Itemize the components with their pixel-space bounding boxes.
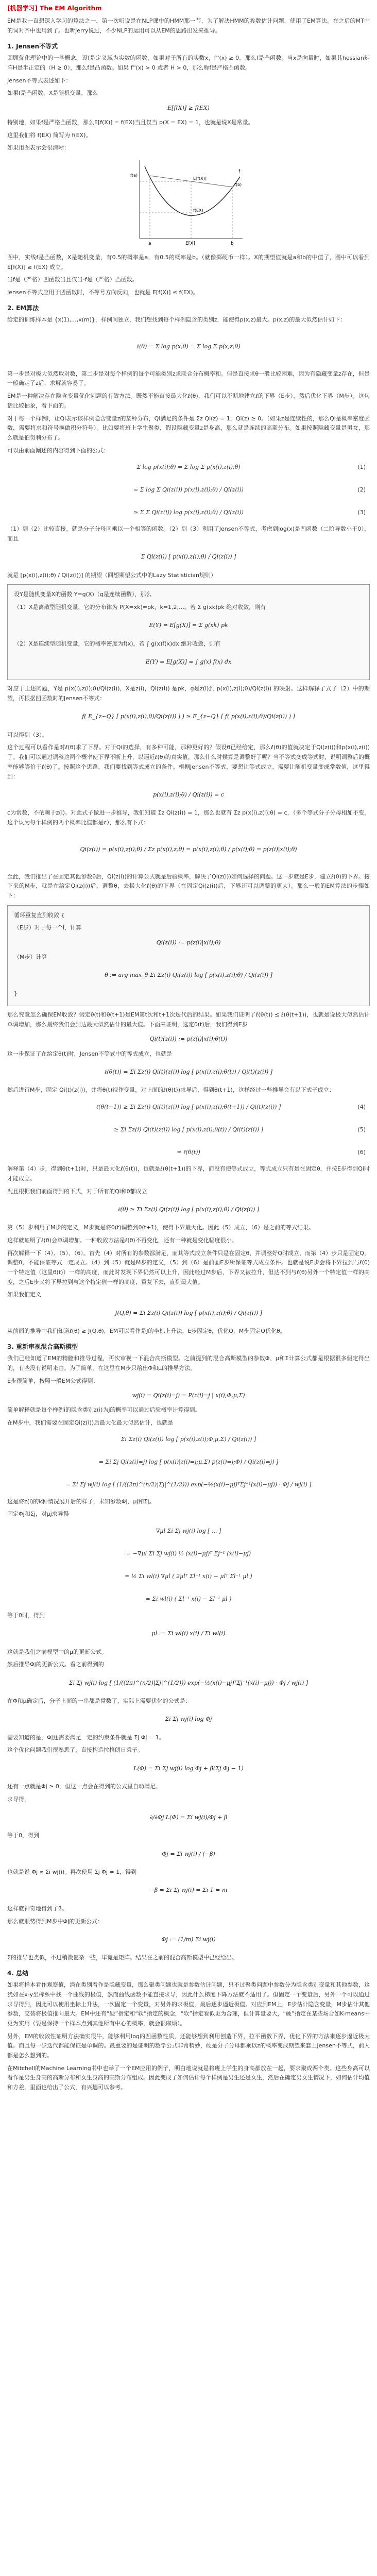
mixture-paragraph: 我们已经知道了EM的精髓和推导过程，再次审视一下混合高斯模型。之前提到的混合高斯模型的参数Φ、μ和Σ计算公式都是根据很多假定得出的，有些没有说明来由。为了简单，在这里在M步只给出Φ和μ的推导方法。 (7, 1355, 370, 1371)
equation-row (7, 1455, 370, 1470)
equation-number: (1) (357, 463, 366, 470)
convex-curve (145, 166, 240, 215)
mixture-paragraph: 这个优化问题我们很熟悉了，直接构造拉格朗日乘子。 (7, 1747, 143, 1754)
lagrangian-equation: L(Φ) = Σi Σj wj(i) log Φj + β(Σj Φj − 1) (133, 1765, 244, 1772)
box-equation: Qi(z(i)) := p(z(i)|x(i);θ) (156, 939, 221, 946)
summary-paragraph: 另外，EM的收敛性证明方法确实很牛，能够利用log的凹函数性质，还能够想到利用创造下界，拉平函数下界，优化下界的方法来逐步逼近极大值。而且每一步迭代都能保证是单调的。最重要的是证明的数学公式非常精妙，硬是分子分母都乘以z的概率变成期望来套上Jensen不等式，前人都是怎么想到的。 (7, 2032, 370, 2059)
w-equation: wj(i) = Qi(z(i)=j) = P(z(i)=j | x(i);Φ,μ,Σ) (132, 1392, 245, 1399)
likelihood-equation: ℓ(θ) = Σ log p(x;θ) = Σ log Σ p(x,z;θ) (136, 343, 241, 350)
em-paragraph: 对于每一个样例i，让Qi表示该样例隐含变量z的某种分布，Qi满足的条件是 Σz Qi(z) = 1，Qi(z) ≥ 0。（如果z是连续性的，那么Qi是概率密度函数，需要将求和符号换做积分符号）。比如要将班上学生聚类，假设隐藏变量z是身高，那么就是连续的高斯分布。如果按照隐藏变量是男女，那么就是伯努利分布了。 (7, 415, 370, 441)
summary-paragraph: 在Mitchell的Machine Learning书中也举了一个EM应用的例子，明白地说就是将班上学生的身高都放在一起，要求聚成两个类。这些身高可以看作是男生身高的高斯分布和女生身高的高斯分布组成。因此变成了如何估计每个样例是男生还是女生，然后在确定男女生情况下，如何估计均值和方差，里面也给出了公式，有兴趣可以参考。 (7, 2064, 370, 2091)
em-paragraph: c为常数，不依赖于z(i)。对此式子做进一步推导，我们知道 Σz Qi(z(i)) = 1，那么也就有 Σz p(x(i),z(i);θ) = c，（多个等式分子分母相加不变，这个认为每个样例的两个概率比值都是c），那么有下式： (7, 809, 370, 826)
equation-number: (2) (357, 486, 366, 493)
posterior-equation: Qi(z(i)) = p(x(i),z(i);θ) / Σz p(x(i),z;θ) = p(x(i),z(i);θ) / p(x(i);θ) = p(z(i)|x(i);θ) (80, 846, 297, 853)
mixture-paragraph: 固定Φj和Σj，对μj求导得 (7, 1511, 69, 1518)
equation-row (7, 505, 370, 520)
jensen-inequality: E[f(X)] ≥ f(EX) (167, 104, 210, 111)
box-text: （E步）对于每一个i，计算 (14, 924, 82, 931)
em-paragraph: 可以由前面阐述的内容得到下面的公式： (7, 447, 109, 454)
jensen-paragraph: 特别地，如果f是严格凸函数，那么E[f(X)] = f(EX)当且仅当 p(X = EX) = 1，也就是说X是常量。 (7, 118, 254, 126)
mixture-paragraph: 这就是我们之前模型中的μ的更新公式。 (7, 1648, 107, 1655)
em-paragraph: 可以得到（3）。 (7, 731, 48, 738)
equation-number: (5) (357, 1126, 366, 1133)
label-f: f (238, 168, 241, 174)
mixture-paragraph: 也就是说 Φj ∝ Σi wj(i)。再次使用 Σj Φj = 1，得到 (7, 1869, 137, 1876)
jensen-paragraph: 如果用图表示会很清晰： (7, 144, 70, 151)
equation-text: ∇μl Σi Σj wj(i) log [ ... ] (156, 1527, 221, 1534)
label-ef: E[f(X)] (193, 176, 207, 181)
equation-row (7, 1432, 370, 1448)
equation-row (7, 1591, 370, 1607)
equation-text: = −∇μl Σi Σj wj(i) ½ (x(i)−μj)ᵀ Σj⁻¹ (x(i)−μj) (126, 1550, 251, 1557)
j-function-equation: J(Q,θ) = Σi Σz(i) Qi(z(i)) log [ p(x(i),z(i);θ) / Qi(z(i)) ] (115, 1309, 262, 1316)
box-text: （2）X是连续型随机变量，它的概率密度为f(x)，若 ∫ g(x)f(x)dx 绝对收敛，则有 (14, 640, 221, 647)
lower-bound-derivation (7, 460, 370, 520)
m-step-objective (7, 1432, 370, 1493)
em-paragraph: 第一步是对极大似然取对数，第二步是对每个样例的每个可能类别z求联合分布概率和。但是直接求θ一般比较困难，因为有隐藏变量z存在，但是一般确定了z后，求解就容易了。 (7, 370, 370, 387)
em-paragraph: 从前面的推导中我们知道ℓ(θ) ≥ J(Q,θ)，EM可以看作是J的坐标上升法，E步固定θ，优化Q，M步固定Q优化θ。 (7, 1328, 286, 1335)
box-equation: E(Y) = E[g(X)] = Σ g(xk) pk (149, 622, 228, 629)
equation-text: ℓ(θ(t+1)) ≥ Σi Σz(i) Qi(t)(z(i)) log [ p(x(i),z(i);θ(t+1)) / Qi(t)(z(i)) ] (96, 1103, 281, 1110)
box-text: 设Y是随机变量X的函数 Y=g(X)（g是连续函数），那么 (14, 591, 152, 598)
em-paragraph: 再次解释一下（4）、（5）、（6）。首先（4）对所有的参数都满足，而其等式成立条件只是在固定θ，并调整好Q时成立，而第（4）步只是固定Q，调整θ，不能保证等式一定成立。（4）到（5）就是M步的定义，（5）到（6）是前面E步所保证等式成立条件。也就是说E步会将下界拉到与ℓ(θ)一个特定值（这里θ(t)）一样的高度，而此时发现下界仍然可以上升，因此经过M步后，下界又被拉升，但达不到与ℓ(θ)另外一个特定值一样的高度，之后E步又将下界拉到与这个特定值一样的高度，重复下去，直到最大值。 (7, 1249, 370, 1285)
section-heading-summary: 4. 总结 (7, 1969, 29, 1977)
jensen-paragraph: 回顾优化理论中的一些概念。设f是定义域为实数的函数，如果对于所有的实数x，f''(x) ≥ 0，那么f是凸函数。当x是向量时，如果其hessian矩阵H是半正定的（H ≥ 0），那么f是凸函数。如果 f''(x) > 0 或者 H > 0，那么称f是严格凸函数。 (7, 55, 370, 71)
equation-text: = ℓ(θ(t)) (177, 1148, 200, 1156)
mixture-paragraph: 这样就神奇地得到了β。 (7, 1905, 68, 1912)
summary-paragraph: 如果将样本看作观察值，潜在类别看作是隐藏变量，那么聚类问题也就是参数估计问题，只不过聚类问题中参数分为隐含类别变量和其他参数，这犹如在x-y坐标系中找一个曲线的极值，然而曲线函数不能直接求导，因此什么梯度下降方法就不适用了。但固定一个变量后，另外一个可以通过求导得到，因此可以使用坐标上升法，一次固定一个变量，对另外的求极值，最后逐步逼近极值。对应到EM上，E步估计隐含变量，M步估计其他参数，交替将极值推向最大。EM中还有“硬”指定和“软”指定的概念，“软”指定看似更为合理，但计算量要大，“硬”指定在某些场合如K-means中更为实用（要是保持一个样本点到其他所有中心的概率，就会很麻烦）。 (7, 1981, 370, 2027)
section-heading-jensen: 1. Jensen不等式 (7, 42, 58, 50)
beta-equation: −β = Σi Σj wj(i) = Σi 1 = m (149, 1887, 228, 1894)
mixture-paragraph: 还有一点就是Φj ≥ 0，但这一点会在得到的公式里自动满足。 (7, 1783, 161, 1790)
em-paragraph: 至此，我们推出了在固定其他参数θ后，Qi(z(i))的计算公式就是后验概率，解决了Qi(z(i))如何选择的问题。这一步就是E步，建立ℓ(θ)的下界。接下来的M步，就是在给定Qi(z(i))后，调整θ，去极大化ℓ(θ)的下界（在固定Qi(z(i))后，下界还可以调整的更大）。那么一般的EM算法的步骤如下： (7, 873, 370, 899)
label-b: b (231, 241, 234, 246)
equation-number: (6) (357, 1148, 366, 1156)
label-a: a (148, 241, 151, 246)
jensen-paragraph: 这里我们将 f(EX) 简写为 f(EX)。 (7, 131, 92, 139)
jensen-paragraph: 如果f是凸函数，X是随机变量，那么 (7, 90, 98, 97)
section-heading-em: 2. EM算法 (7, 304, 39, 312)
jensen-paragraph: 图中，实线f是凸函数，X是随机变量，有0.5的概率是a，有0.5的概率是b。（就像掷硬币一样）。X的期望值就是a和b的中值了，图中可以看到 E[f(X)] ≥ f(EX) 成立。 (7, 253, 370, 270)
equation-row (7, 1145, 370, 1160)
jensen-paragraph: Jensen不等式应用于凹函数时，不等号方向反向，也就是 E[f(X)] ≤ f(EX)。 (7, 289, 199, 296)
monotonic-derivation (7, 1099, 370, 1160)
phi-solution-equation: Φj = Σi wj(i) / (−β) (162, 1850, 215, 1857)
label-fa: f(a) (130, 173, 138, 178)
mixture-paragraph: 简单解释就是每个样例i的隐含类别z(i)为j的概率可以通过后验概率计算得到。 (7, 1406, 201, 1414)
constant-ratio-equation: p(x(i),z(i);θ) / Qi(z(i)) = c (153, 791, 224, 798)
mu-update-equation: μl := Σi wl(i) x(i) / Σi wl(i) (151, 1630, 226, 1637)
log-phi-equation: Σi Σj wj(i) log Φj (165, 1716, 212, 1723)
derivative-equation: ∂/∂Φj L(Φ) = Σi wj(i)/Φj + β (149, 1814, 228, 1821)
jensen-figure (129, 156, 248, 249)
mixture-paragraph: 在Φ和μ确定后，分子上面的一串都是常数了，实际上需要优化的公式是： (7, 1698, 191, 1704)
equation-text: = Σ log Σ Qi(z(i)) p(x(i),z(i);θ) / Qi(z(i)) (133, 486, 244, 493)
jensen-concave-equation: f( E_{z~Q} [ p(x(i),z(i);θ)/Qi(z(i)) ] ) ≥ E_{z~Q} [ f( p(x(i),z(i);θ)/Qi(z(i)) ) ] (82, 713, 295, 720)
em-paragraph: 第（5）步利用了M步的定义，M步就是将θ(t)调整到θ(t+1)，使得下界最大化。因此（5）成立，（6）是之前的等式结果。 (7, 1224, 314, 1231)
equation-row (7, 1569, 370, 1584)
equation-text: = Σi Σj Qi(z(i)=j) log [ p(x(i)|z(i)=j;μ,Σ) p(z(i)=j;Φ) / Qi(z(i)=j) ] (98, 1459, 279, 1466)
box-text: （1）X是离散型随机变量，它的分布律为 P(X=xk)=pk，k=1,2,…。若 Σ g(xk)pk 绝对收敛，则有 (14, 604, 266, 611)
equation-row (7, 1478, 370, 1493)
em-paragraph: 这样就证明了ℓ(θ)会单调增加。一种收敛方法是ℓ(θ)不再变化，还有一种就是变化幅度很小。 (7, 1236, 237, 1244)
mixture-paragraph: 求导得， (7, 1795, 30, 1803)
em-paragraph: 就是 [p(x(i),z(i);θ) / Qi(z(i))] 的期望（回想期望公式中的Lazy Statistician规则） (7, 571, 217, 579)
box-equation: E(Y) = E[g(X)] = ∫ g(x) f(x) dx (145, 658, 232, 666)
jensen-paragraph: 当f是（严格）凹函数当且仅当-f是（严格）凸函数。 (7, 276, 138, 283)
equation-row (7, 1523, 370, 1539)
mixture-paragraph: 等于0时，得到 (7, 1612, 45, 1619)
box-text: } (14, 990, 18, 997)
phi-update-equation: Φj := (1/m) Σi wj(i) (161, 1936, 216, 1943)
box-equation: θ := arg max_θ Σi Σz(i) Qi(z(i)) log [ p(x(i),z(i);θ) / Qi(z(i)) ] (105, 972, 272, 979)
section-heading-mixture: 3. 重新审视混合高斯模型 (7, 1343, 78, 1350)
article (7, 0, 370, 2096)
equation-row (7, 482, 370, 498)
equality-equation: ℓ(θ(t)) = Σi Σz(i) Qi(t)(z(i)) log [ p(x(i),z(i);θ(t)) / Qi(t)(z(i)) ] (104, 1069, 273, 1076)
label-e: E[X] (185, 241, 195, 246)
em-paragraph: 然后进行M步，固定 Qi(t)(z(i))，并将θ(t)视作变量，对上面的ℓ(θ(t))求导后，得到θ(t+1)，这样经过一些推导会有以下式子成立： (7, 1087, 335, 1094)
em-paragraph: 那么究竟怎么确保EM收敛？假定θ(t)和θ(t+1)是EM第t次和t+1次迭代后的结果。如果我们证明了ℓ(θ(t)) ≤ ℓ(θ(t+1))，也就是说极大似然估计单调增加，那么最终我们会到达最大似然估计的最大值。下面来证明，选定θ(t)后，我们得到E步 (7, 1011, 370, 1028)
mixture-paragraph: 然后推导Φj的更新公式。看之前得到的 (7, 1661, 104, 1668)
em-paragraph: 这一步保证了在给定θ(t)时，Jensen不等式中的等式成立，也就是 (7, 1050, 173, 1057)
equation-text: = Σi Σj wj(i) log [ (1/((2π)^(n/2)|Σj|^(1/2))) exp(−½(x(i)−μj)ᵀΣj⁻¹(x(i)−μj)) · Φj / wj(i) ] (65, 1481, 312, 1488)
mixture-paragraph: E步很简单，按照一般EM公式得到： (7, 1377, 99, 1384)
mu-derivation (7, 1523, 370, 1607)
phi-objective-equation: Σi Σj wj(i) log [ (1/((2π)^(n/2)|Σj|^(1/2))) exp(−½(x(i)−μj)ᵀΣj⁻¹(x(i)−μj)) · Φj / wj(i) ] (68, 1679, 309, 1686)
em-paragraph: EM是一种解决存在隐含变量优化问题的有效方法。既然不能直接最大化ℓ(θ)，我们可以不断地建立ℓ的下界（E步），然后优化下界（M步）。这句话比较抽象，看下面的。 (7, 393, 370, 409)
intro-paragraph: EM是我一直想深入学习的算法之一，第一次听说是在NLP课中的HMM那一节，为了解决HMM的参数估计问题，使用了EM算法。在之后的MT中的词对齐中也用到了。也听Jerry说过，不少NLP的运用可以从EM的思路出发来推导。 (7, 18, 370, 35)
em-paragraph: 对应于上述问题，Y是 p(x(i),z(i);θ)/Qi(z(i))，X是z(i)，Qi(z(i)) 是pk，g是z(i)到 p(x(i),z(i);θ)/Qi(z(i)) 的映射。这样解释了式子（2）中的期望，再根据凹函数时的Jensen不等式： (7, 685, 370, 702)
label-fb: f(b) (234, 182, 242, 187)
em-paragraph: 这个过程可以看作是对ℓ(θ)求了下界。对于Qi的选择，有多种可能，那种更好的？假设θ已经给定，那么ℓ(θ)的值就决定于Qi(z(i))和p(x(i),z(i))了。我们可以通过调整这两个概率使下界不断上升，以逼近ℓ(θ)的真实值，那么什么时候算是调整好了呢？当不等式变成等式时，说明调整后的概率能够等价于ℓ(θ)了。按照这个思路，我们要找到等式成立的条件。根据Jensen不等式，要想让等式成立，需要让随机变量变成常数值，这里得到： (7, 744, 370, 780)
mixture-paragraph: 这是将z(i)的k种情况展开后的样子，未知参数Φj、μj和Σj。 (7, 1498, 155, 1505)
equation-text: ≥ Σi Σz(i) Qi(t)(z(i)) log [ p(x(i),z(i);θ(t)) / Qi(t)(z(i)) ] (114, 1126, 263, 1133)
equation-text: Σi Σz(i) Qi(z(i)) log [ p(x(i),z(i);Φ,μ,Σ) / Qi(z(i)) ] (121, 1436, 256, 1443)
equation-row (7, 1099, 370, 1115)
equation-row (7, 460, 370, 475)
em-paragraph: 况且根据我们前面得到的下式，对于所有的Qi和θ都成立 (7, 1188, 147, 1195)
em-paragraph: 解释第（4）步，得到θ(t+1)时，只是最大化ℓ(θ(t))，也就是ℓ(θ(t+1))的下界，而没有使等式成立，等式成立只有是在固定θ，并按E步得到Qi时才能成立。 (7, 1165, 370, 1182)
mixture-paragraph: 在M步中，我们需要在固定Qi(z(i))后最大化最大似然估计，也就是 (7, 1419, 174, 1426)
em-paragraph: 给定的训练样本是 {x(1),...,x(m)}，样例间独立，我们想找到每个样例隐含的类别z，能使得p(x,z)最大。p(x,z)的最大似然估计如下： (7, 316, 346, 324)
e-step-equation: Qi(t)(z(i)) := p(z(i)|x(i);θ(t)) (149, 1036, 228, 1043)
em-algorithm-box (7, 905, 370, 1007)
jensen-paragraph: Jensen不等式表述如下： (7, 77, 72, 84)
expectation-equation: Σ Qi(z(i)) [ p(x(i),z(i);θ) / Qi(z(i)) ] (141, 553, 236, 561)
equation-text: Σ log p(x(i);θ) = Σ log Σ p(x(i),z(i);θ) (136, 463, 241, 470)
equation-text: ≥ Σ Σ Qi(z(i)) log p(x(i),z(i);θ) / Qi(z(i)) (133, 509, 244, 516)
equation-row (7, 1122, 370, 1138)
label-fe: f(EX) (193, 208, 203, 213)
equation-text: = Σi wl(i) ( Σl⁻¹ x(i) − Σl⁻¹ μl ) (145, 1595, 232, 1602)
equation-row (7, 1546, 370, 1562)
equation-text: = ½ Σi wl(i) ∇μl ( 2μlᵀ Σl⁻¹ x(i) − μlᵀ Σl⁻¹ μl ) (125, 1572, 252, 1580)
equation-number: (4) (357, 1103, 366, 1110)
equation-number: (3) (357, 509, 366, 516)
lower-bound-equation: ℓ(θ) ≥ Σi Σz(i) Qi(z(i)) log [ p(x(i),z(i);θ) / Qi(z(i)) ] (117, 1206, 260, 1213)
lazy-statistician-box (7, 584, 370, 680)
mixture-paragraph: 等于0，得到 (7, 1832, 39, 1839)
mixture-paragraph: 那么就顺势得到M步中Φj的更新公式： (7, 1918, 104, 1925)
mixture-paragraph: Σ的推导也类似，不过稍微复杂一些，毕竟是矩阵。结果在之前的混合高斯模型中已经给出。 (7, 1954, 237, 1961)
em-paragraph: （1）到（2）比较直接，就是分子分母同乘以一个相等的函数。（2）到（3）利用了Jensen不等式，考虑到log(x)是凹函数（二阶导数小于0），而且 (7, 526, 370, 542)
page-title: [机器学习] The EM Algorithm (7, 5, 102, 12)
box-text: 循环重复直到收敛 { (14, 911, 65, 919)
box-text: （M步）计算 (14, 954, 47, 961)
mixture-paragraph: 需要知道的是，Φj还需要满足一定的约束条件就是 Σj Φj = 1。 (7, 1734, 165, 1741)
em-paragraph: 如果我们定义 (7, 1291, 41, 1298)
